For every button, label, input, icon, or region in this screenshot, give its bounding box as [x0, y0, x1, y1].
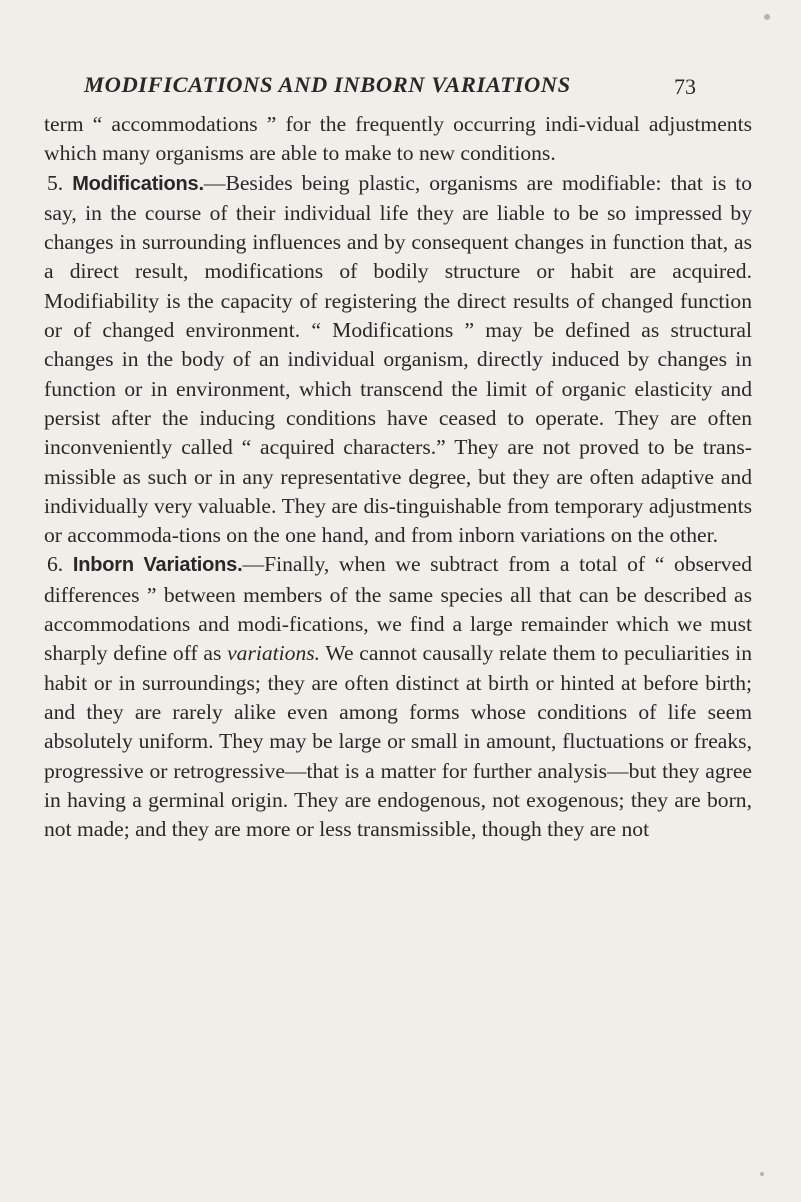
paragraph-modifications [44, 169, 752, 551]
section-heading-inborn-variations: Inborn Variations. [72, 554, 243, 577]
page-number: 73 [674, 74, 696, 99]
paper-speck [760, 1172, 764, 1176]
paragraph-text: —Finally, when we subtract from a total of “ observed differences ” between members of the same species all that can be described as accommodations and modi-fications, we find a large remainder which we must sharply define off as [44, 552, 752, 666]
body-text [44, 110, 752, 844]
paragraph-inborn-variations [44, 550, 752, 844]
section-number: 5. [47, 170, 64, 195]
paper-speck [764, 14, 770, 20]
paragraph-accommodations-end [44, 110, 752, 169]
book-page [44, 72, 752, 844]
running-head [84, 72, 752, 110]
italic-emphasis: variations. [227, 641, 321, 666]
paragraph-text: We cannot causally relate them to peculiarities in habit or in surroundings; they are often distinct at birth or hinted at before birth; and they are rarely alike even among forms whose conditions of life seem absolutely uniform. They may be large or small in amount, fluctuations or freaks, progressive or retrogressive—that is a matter for further analysis—but they agree in having a germinal origin. They are endogenous, not exogenous; they are born, not made; and they are more or less transmissible, though they are not [44, 641, 752, 842]
paragraph-text: —Besides being plastic, organisms are modifiable: that is to say, in the course of their individual life they are liable to be so impressed by changes in surrounding influences and by consequent changes in function that, as a direct result, modifications of bodily structure or habit are acquired. Modifiability is the capacity of registering the direct results of changed function or of changed environment. “ Modifications ” may be defined as structural changes in the body of an individual organism, directly induced by changes in function or in environment, which transcend the limit of organic elasticity and persist after the inducing conditions have ceased to operate. They are often inconveniently called “ acquired characters.” They are not proved to be trans-missible as such or in any representative degree, but they are often adaptive and individually very valuable. They are dis-tinguishable from temporary adjustments or accommoda-tions on the one hand, and from inborn variations on the other. [44, 170, 752, 548]
section-heading-modifications: Modifications. [72, 172, 204, 195]
section-number: 6. [47, 552, 64, 577]
running-title: MODIFICATIONS AND INBORN VARIATIONS [84, 72, 571, 97]
paragraph-text: term “ accommodations ” for the frequently occurring indi-vidual adjustments which many organisms are able to make to new conditions. [44, 112, 752, 166]
